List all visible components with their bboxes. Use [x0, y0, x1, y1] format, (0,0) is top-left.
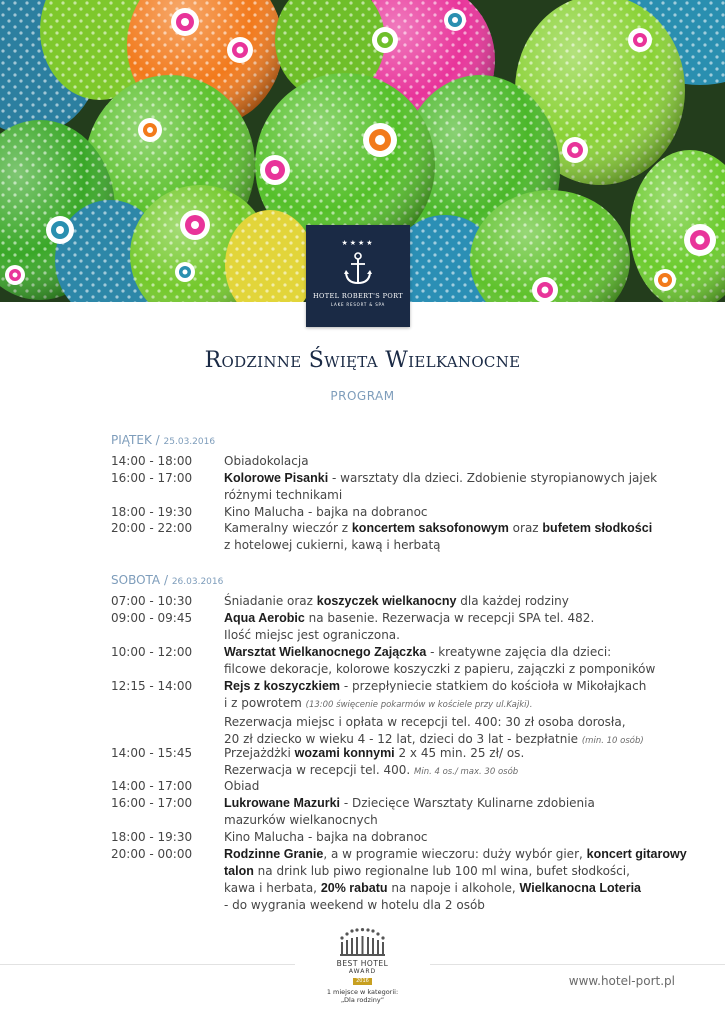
row-text-part: kawa i herbata, — [224, 881, 321, 895]
row-time: 09:00 - 09:45 — [111, 611, 193, 625]
row-time: 18:00 - 19:30 — [111, 830, 193, 844]
row-text-line: Obiad — [224, 779, 260, 793]
row-text-part: oraz — [508, 521, 543, 535]
row-text-part: Obiadokolacja — [224, 454, 309, 468]
row-text-part: dla każdej rodziny — [456, 594, 569, 608]
row-text-line: Kino Malucha - bajka na dobranoc — [224, 505, 428, 519]
page-subtitle: PROGRAM — [330, 389, 395, 403]
row-note: (13:00 święcenie pokarmów w kościele przy ul.Kajki). — [305, 700, 533, 710]
row-text — [224, 593, 674, 610]
row-time: 16:00 - 17:00 — [111, 796, 193, 810]
day-date: 26.03.2016 — [171, 577, 224, 587]
row-text-part: 2 x 45 min. 25 zł/ os. — [394, 746, 525, 760]
row-text-part: i z powrotem — [224, 696, 306, 710]
row-text-part: Śniadanie oraz — [224, 594, 317, 608]
row-text-part: - kreatywne zajęcia dla dzieci: — [426, 645, 612, 659]
row-text — [224, 795, 674, 829]
row-note: (min. 10 osób) — [581, 736, 644, 746]
hotel-subtitle: LAKE RESORT & SPA — [330, 302, 386, 307]
row-text-part: 20 zł dziecko w wieku 4 - 12 lat, dzieci do 3 lat - bezpłatnie — [224, 732, 582, 746]
day-date: 25.03.2016 — [163, 437, 216, 447]
row-highlight: koszyczek wielkanocny — [316, 594, 457, 608]
day-header-friday — [111, 433, 215, 447]
row-time: 18:00 - 19:30 — [111, 505, 193, 519]
hotel-logo — [306, 225, 410, 327]
row-text-part: - przepłyniecie statkiem do kościoła w Mikołajkach — [340, 679, 647, 693]
row-highlight: Wielkanocna Loteria — [519, 881, 641, 895]
row-highlight: talon — [224, 864, 254, 878]
row-time: 20:00 - 00:00 — [111, 847, 193, 861]
day-label: PIĄTEK / — [111, 433, 160, 447]
row-text-part: - Dziecięce Warsztaty Kulinarne zdobienia — [340, 796, 595, 810]
award-category: „Dla rodziny” — [340, 996, 385, 1004]
row-text-line: Rezerwacja miejsc i opłata w recepcji tel. 400: 30 zł osoba dorosła, — [224, 715, 626, 729]
row-text-part: Rezerwacja w recepcji tel. 400. — [224, 763, 415, 777]
row-highlight: koncertem saksofonowym — [351, 521, 509, 535]
row-text-part: , a w programie wieczoru: duży wybór gier, — [323, 847, 587, 861]
crown-icon — [337, 928, 388, 958]
row-time: 14:00 - 17:00 — [111, 779, 193, 793]
row-highlight: wozami konnymi — [294, 746, 395, 760]
row-text-line: Kino Malucha - bajka na dobranoc — [224, 830, 428, 844]
row-text-part: na drink lub piwo regionalne lub 100 ml wina, bufet słodkości, — [253, 864, 630, 878]
row-text-line: z hotelowej cukierni, kawą i herbatą — [224, 538, 441, 552]
row-text — [224, 470, 674, 504]
website-link[interactable]: www.hotel-port.pl — [568, 974, 675, 988]
row-text-line: filcowe dekoracje, kolorowe koszyczki z papieru, zajączki z pomponików — [224, 662, 656, 676]
row-text — [224, 520, 674, 554]
row-text-part: Przejażdżki — [224, 746, 295, 760]
hotel-name: HOTEL ROBERT'S PORT — [312, 292, 404, 300]
row-time: 14:00 - 18:00 — [111, 454, 193, 468]
row-highlight: Rejs z koszyczkiem — [224, 679, 341, 693]
anchor-icon — [343, 252, 373, 286]
logo-stars: ★★★★ — [341, 239, 375, 247]
row-time: 16:00 - 17:00 — [111, 471, 193, 485]
row-note: Min. 4 os./ max. 30 osób — [414, 767, 519, 777]
row-text-line: - do wygrania weekend w hotelu dla 2 osób — [224, 898, 485, 912]
best-hotel-award-badge — [295, 926, 430, 1024]
row-time: 12:15 - 14:00 — [111, 679, 193, 693]
row-text-part: na basenie. Rezerwacja w recepcji SPA tel. 482. — [304, 611, 595, 625]
row-highlight: Lukrowane Mazurki — [224, 796, 340, 810]
row-text-line: Ilość miejsc jest ograniczona. — [224, 628, 400, 642]
row-text-part: - warsztaty dla dzieci. Zdobienie styropianowych jajek — [328, 471, 658, 485]
row-time: 07:00 - 10:30 — [111, 594, 193, 608]
page-title: Rodzinne Święta Wielkanocne — [204, 348, 521, 373]
day-header-saturday — [111, 573, 223, 587]
row-highlight: Kolorowe Pisanki — [224, 471, 329, 485]
row-highlight: Aqua Aerobic — [224, 611, 305, 625]
row-highlight: Warsztat Wielkanocnego Zajączka — [224, 645, 427, 659]
row-text — [224, 504, 674, 521]
row-text — [224, 778, 674, 795]
row-text — [224, 829, 674, 846]
row-text-part: Kameralny wieczór z — [224, 521, 352, 535]
row-text-part: na napoje i alkohole, — [387, 881, 520, 895]
row-text — [224, 644, 674, 678]
row-text-line: mazurków wielkanocnych — [224, 813, 378, 827]
row-text — [224, 745, 674, 781]
row-text-line: różnymi technikami — [224, 488, 343, 502]
row-text — [224, 610, 674, 644]
row-highlight: 20% rabatu — [320, 881, 388, 895]
award-year: 2016 — [353, 978, 372, 985]
row-highlight: koncert gitarowy — [586, 847, 687, 861]
row-highlight: bufetem słodkości — [542, 521, 653, 535]
award-title: BEST HOTEL — [336, 959, 389, 968]
award-category-label: 1 miejsce w kategorii: — [326, 988, 399, 996]
award-subtitle: AWARD — [348, 968, 377, 975]
row-text — [224, 678, 674, 750]
row-time: 20:00 - 22:00 — [111, 521, 193, 535]
row-time: 14:00 - 15:45 — [111, 746, 193, 760]
row-text — [224, 453, 674, 470]
row-text — [224, 846, 687, 914]
day-label: SOBOTA / — [111, 573, 168, 587]
row-highlight: Rodzinne Granie — [224, 847, 324, 861]
row-time: 10:00 - 12:00 — [111, 645, 193, 659]
